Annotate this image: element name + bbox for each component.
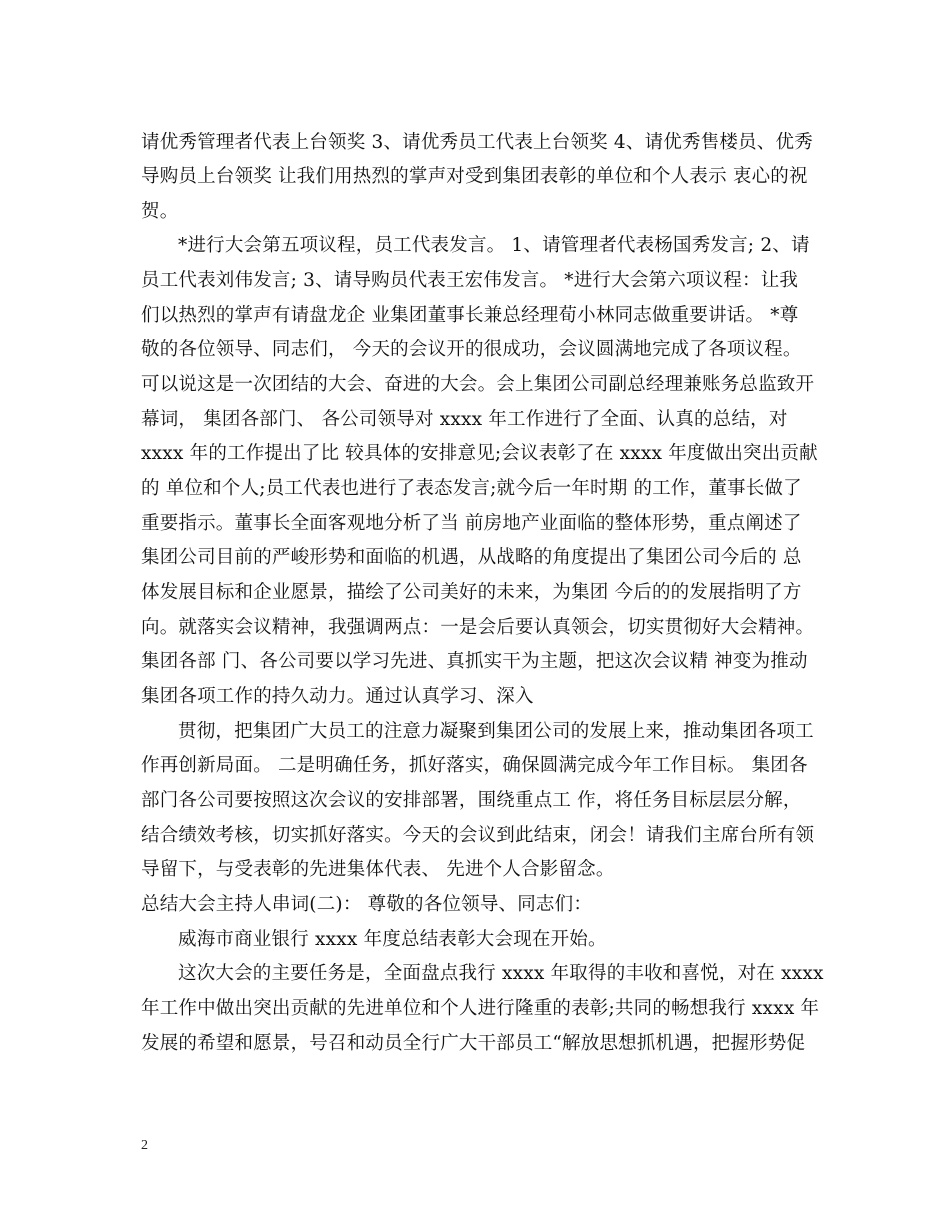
text-line: 部门各公司要按照这次会议的安排部署，围绕重点工 作，将任务目标层层分解， <box>141 790 802 811</box>
text-line: 重要指示。董事长全面客观地分析了当 前房地产业面临的整体形势，重点阐述了 <box>141 513 802 534</box>
text-line: 向。就落实会议精神，我强调两点：一是会后要认真领会，切实贯彻好大会精神。 <box>141 617 815 638</box>
text-line: 员工代表刘伟发言; 3、请导购员代表王宏伟发言。 *进行大会第六项议程：让我 <box>141 270 799 291</box>
text-line: 可以说这是一次团结的大会、奋进的大会。会上集团公司副总经理兼账务总监致开 <box>141 374 815 395</box>
text-line: 这次大会的主要任务是，全面盘点我行 xxxx 年取得的丰收和喜悦，对在 xxxx <box>178 963 824 984</box>
text-line: 威海市商业银行 xxxx 年度总结表彰大会现在开始。 <box>178 929 607 950</box>
text-line: 作再创新局面。 二是明确任务，抓好落实，确保圆满完成今年工作目标。 集团各 <box>141 755 808 776</box>
text-line: 请优秀管理者代表上台领奖 3、请优秀员工代表上台领奖 4、请优秀售楼员、优秀 <box>141 132 813 153</box>
text-line: 集团各部 门、各公司要以学习先进、真抓实干为主题，把这次会议精 神变为推动 <box>141 651 808 672</box>
text-line: 敬的各位领导、同志们， 今天的会议开的很成功，会议圆满地完成了各项议程。 <box>141 339 802 360</box>
text-line: 的 单位和个人;员工代表也进行了表态发言;就今后一年时期 的工作，董事长做了 <box>141 478 802 499</box>
text-line: 贺。 <box>141 201 179 222</box>
text-line: 集团公司目前的严峻形势和面临的机遇，从战略的角度提出了集团公司今后的 总 <box>141 547 802 568</box>
text-line: 集团各项工作的持久动力。通过认真学习、深入 <box>141 686 534 707</box>
text-line: 年工作中做出突出贡献的先进单位和个人进行隆重的表彰;共同的畅想我行 xxxx 年 <box>141 998 820 1019</box>
text-line: 发展的希望和愿景，号召和动员全行广大干部员工“解放思想抓机遇，把握形势促 <box>141 1033 806 1054</box>
text-line: xxxx 年的工作提出了比 较具体的安排意见;会议表彰了在 xxxx 年度做出突出贡献 <box>141 443 818 464</box>
text-line: 导留下，与受表彰的先进集体代表、 先进个人合影留念。 <box>141 859 615 880</box>
text-line: 们以热烈的掌声有请盘龙企 业集团董事长兼总经理荀小林同志做重要讲话。 *尊 <box>141 305 799 326</box>
text-line: 结合绩效考核，切实抓好落实。今天的会议到此结束，闭会！请我们主席台所有领 <box>141 825 815 846</box>
page-number: 2 <box>141 1138 148 1153</box>
section-heading: 总结大会主持人串词(二)： 尊敬的各位领导、同志们： <box>141 894 593 915</box>
text-line: 导购员上台领奖 让我们用热烈的掌声对受到集团表彰的单位和个人表示 衷心的祝 <box>141 166 808 187</box>
text-line: 贯彻，把集团广大员工的注意力凝聚到集团公司的发展上来，推动集团各项工 <box>178 721 814 742</box>
text-line: *进行大会第五项议程，员工代表发言。 1、请管理者代表杨国秀发言; 2、请 <box>178 235 810 256</box>
text-line: 体发展目标和企业愿景，描绘了公司美好的未来，为集团 今后的的发展指明了方 <box>141 582 802 603</box>
text-line: 幕词， 集团各部门、 各公司领导对 xxxx 年工作进行了全面、认真的总结，对 <box>141 409 788 430</box>
